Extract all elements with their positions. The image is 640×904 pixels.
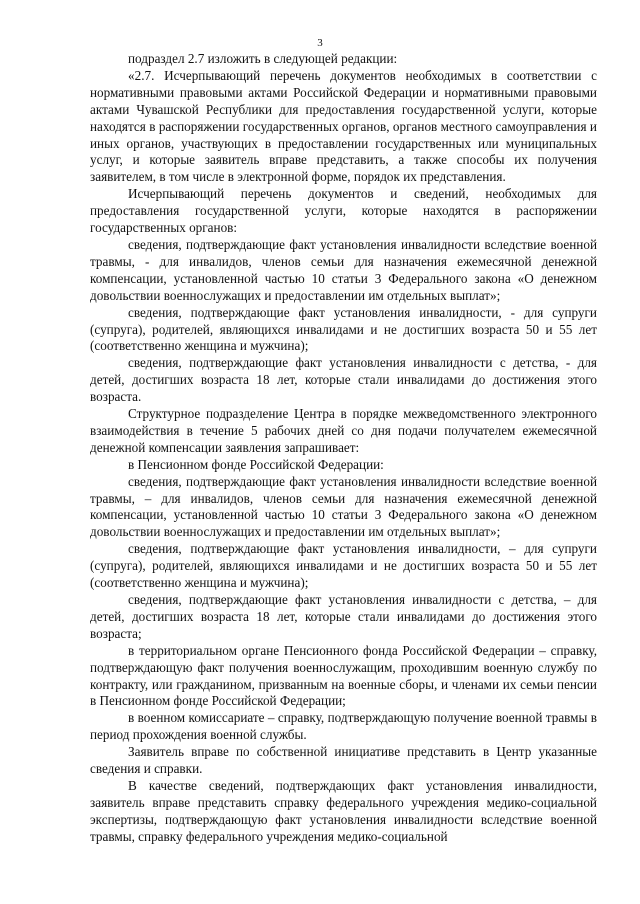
paragraph: в территориальном органе Пенсионного фонда Российской Федерации – справку, подтверждающую факт получения военнослужащим, проходившим военную службу по контракту, или гражданином, призванным на военные сборы, и членами их семьи пенсии в Пенсионном фонде Российской Федерации;	[90, 642, 597, 709]
paragraph: в Пенсионном фонде Российской Федерации:	[128, 456, 384, 472]
paragraph: сведения, подтверждающие факт установления инвалидности, - для супруги (супруга), родителей, являющихся инвалидами и не достигших возраста 50 и 55 лет (соответственно женщина и мужчина);	[90, 304, 597, 354]
page-number: 3	[317, 37, 323, 49]
paragraph: в военном комиссариате – справку, подтверждающую получение военной травмы в период прохождения военной службы.	[90, 710, 597, 743]
paragraph: сведения, подтверждающие факт установления инвалидности с детства, - для детей, достигших возраста 18 лет, которые стали инвалидами до достижения этого возраста.	[90, 355, 597, 405]
document-body	[90, 51, 597, 846]
paragraph: сведения, подтверждающие факт установления инвалидности с детства, – для детей, достигших возраста 18 лет, которые стали инвалидами до достижения этого возраста;	[90, 592, 597, 641]
paragraph: сведения, подтверждающие факт установления инвалидности вследствие военной травмы, – для инвалидов, членов семьи для назначения ежемесячной денежной компенсации, установленной частью 10 статьи 3 Федерального закона «О денежном довольствии военнослужащих и предоставлении им отдельных выплат»;	[90, 473, 597, 540]
paragraph: В качестве сведений, подтверждающих факт установления инвалидности, заявитель вправе представить справку федерального учреждения медико-социальной экспертизы, подтверждающую факт установления инвалидности вследствие военной травмы, справку федерального учреждения медико-социальной	[90, 777, 597, 844]
paragraph: Исчерпывающий перечень документов и сведений, необходимых для предоставления государственной услуги, которые находятся в распоряжении государственных органов:	[90, 186, 597, 236]
paragraph: сведения, подтверждающие факт установления инвалидности, – для супруги (супруга), родителей, являющихся инвалидами и не достигших возраста 50 и 55 лет (соответственно женщина и мужчина);	[90, 541, 597, 591]
paragraph: «2.7. Исчерпывающий перечень документов необходимых в соответствии с нормативными правовыми актами Российской Федерации и нормативными правовыми актами Чувашской Республики для предоставления государственной услуги, которые находятся в распоряжении государственных органов, органов местного самоуправления и иных органов, участвующих в предоставлении государственных или муниципальных услуг, и которые заявитель вправе представить, а также способы их получения заявителем, в том числе в электронной форме, порядок их представления.	[90, 67, 597, 185]
paragraph: Заявитель вправе по собственной инициативе представить в Центр указанные сведения и справки.	[90, 744, 597, 777]
paragraph: Структурное подразделение Центра в порядке межведомственного электронного взаимодействия в течение 5 рабочих дней со дня подачи получателем ежемесячной денежной компенсации заявления запрашивает:	[90, 406, 597, 455]
paragraph: сведения, подтверждающие факт установления инвалидности вследствие военной травмы, - для инвалидов, членов семьи для назначения ежемесячной денежной компенсации, установленной частью 10 статьи 3 Федерального закона «О денежном довольствии военнослужащих и предоставлении им отдельных выплат»;	[90, 236, 597, 303]
paragraph: подраздел 2.7 изложить в следующей редакции:	[128, 51, 398, 66]
